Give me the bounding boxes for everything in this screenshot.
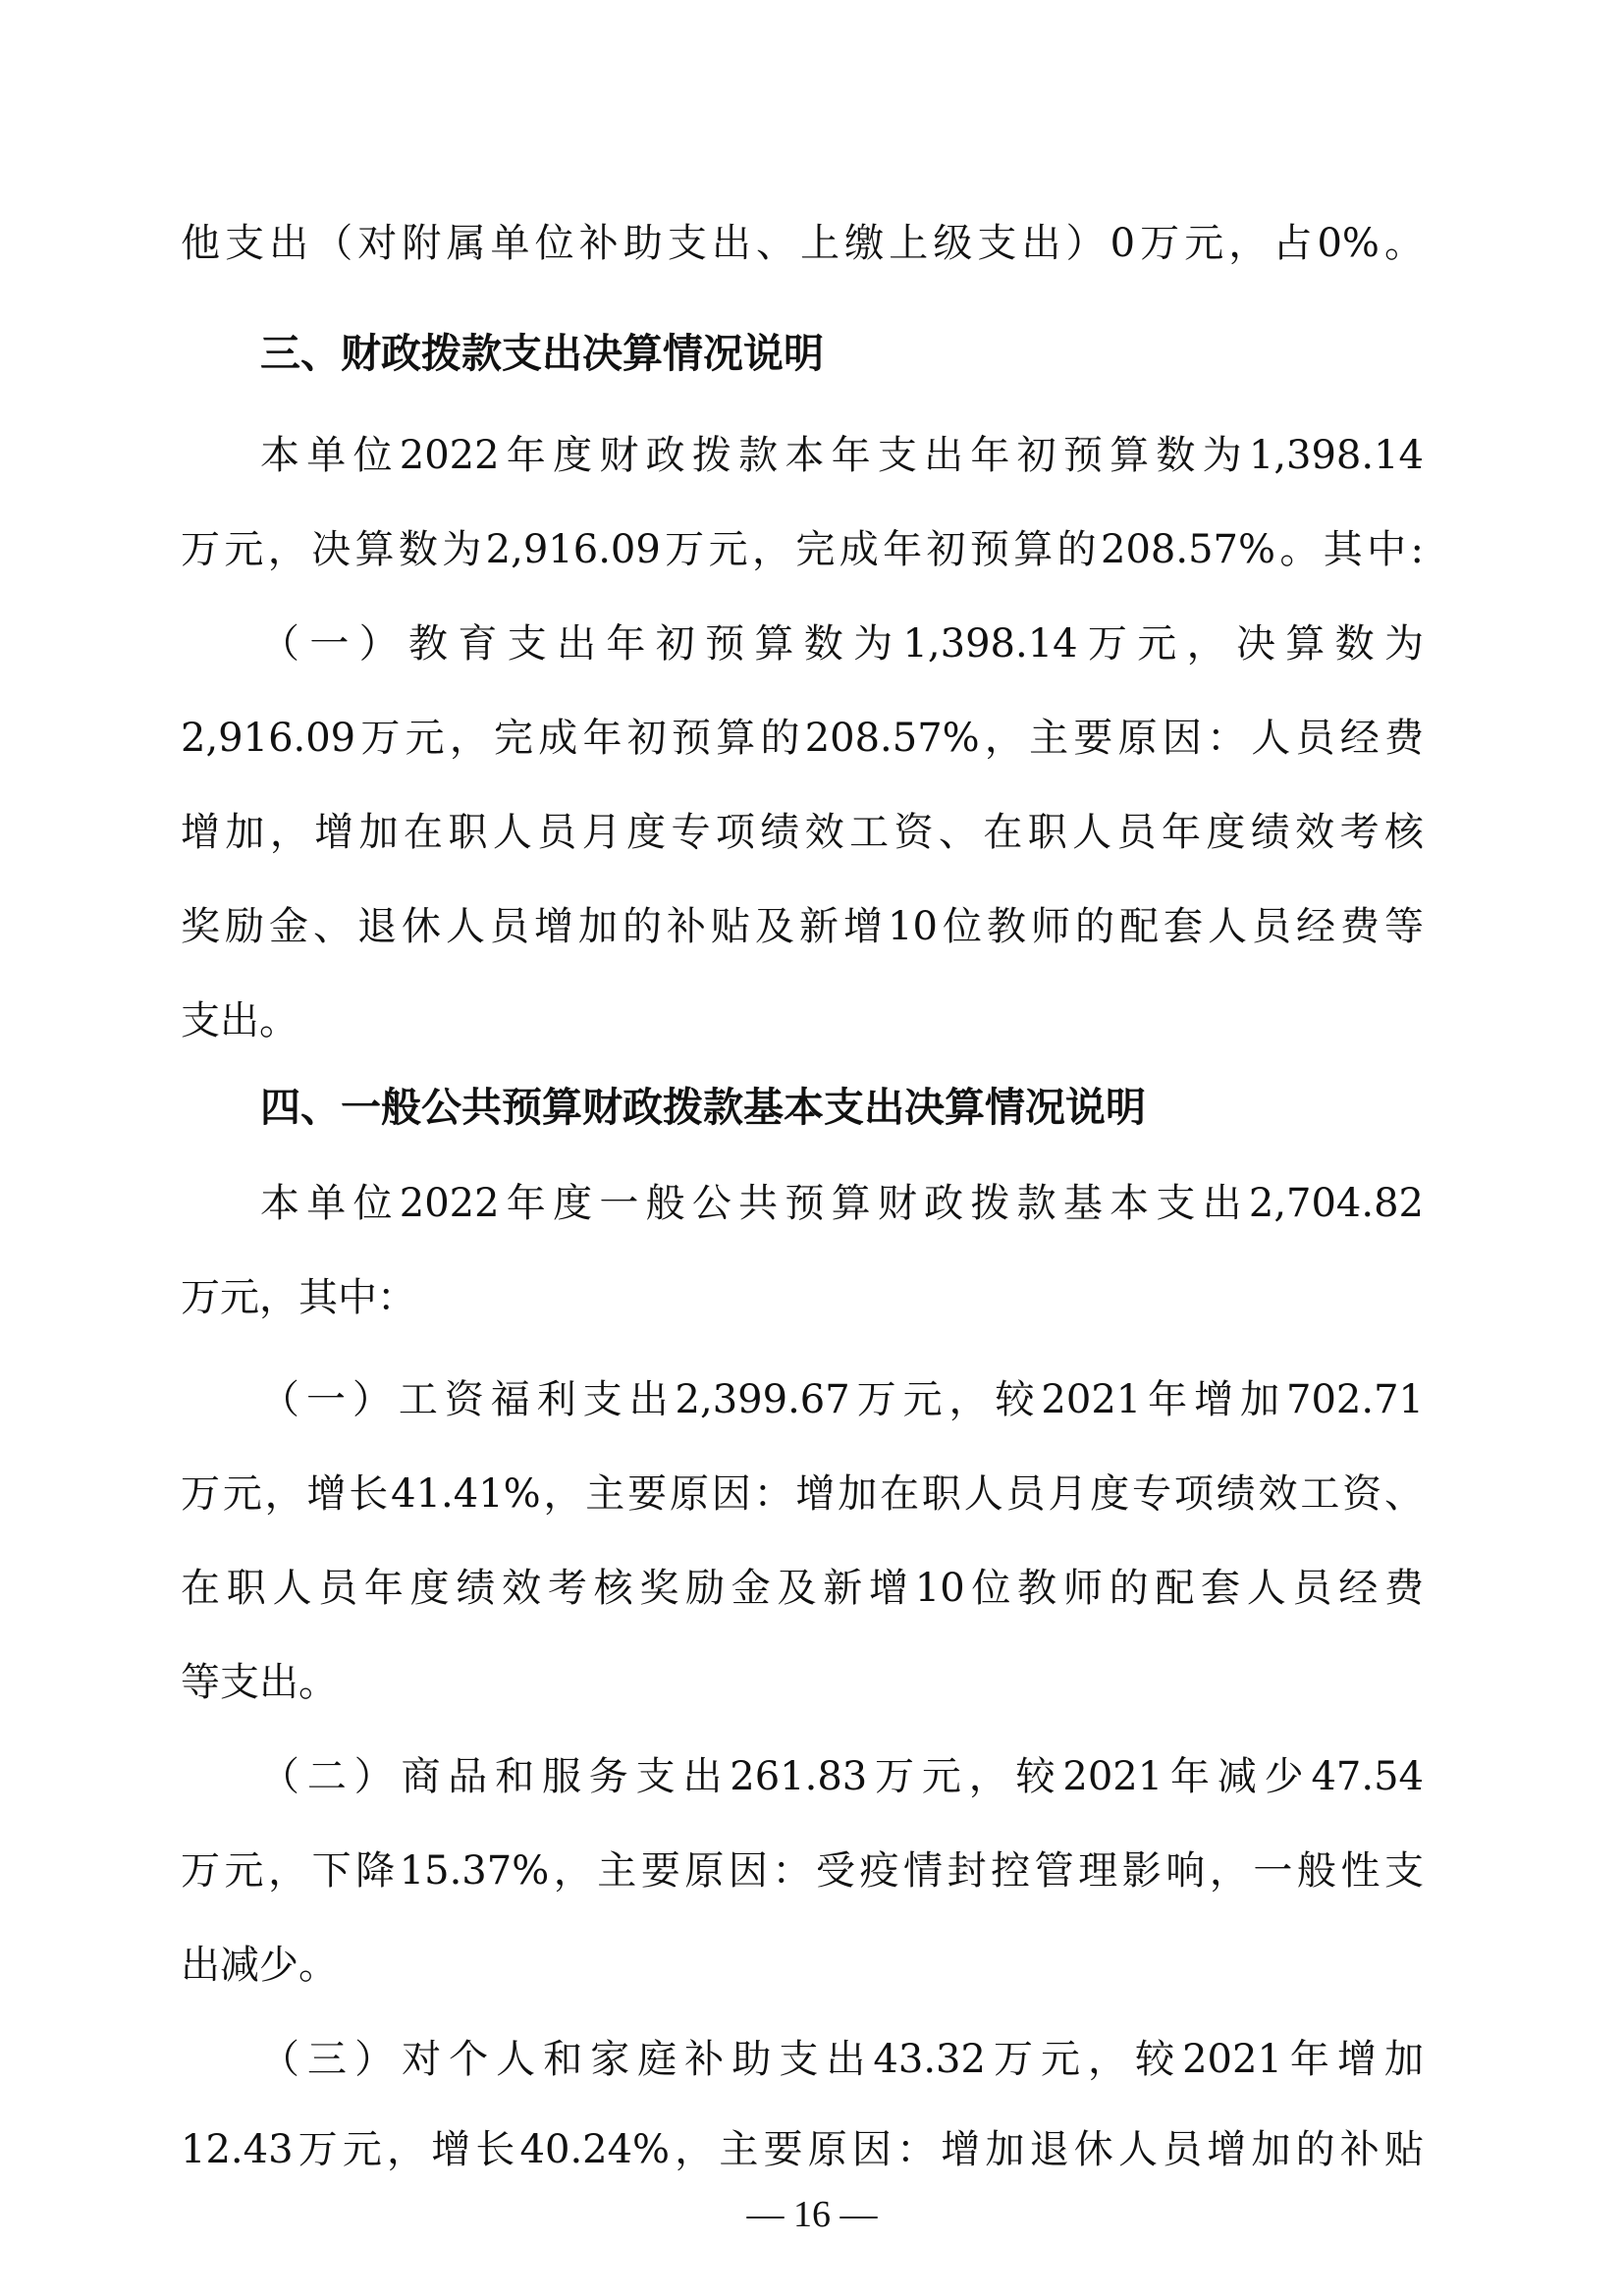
- text-line: 2,916.09万元，完成年初预算的208.57%，主要原因：人员经费: [181, 716, 1424, 761]
- text-line: （二）商品和服务支出261.83万元，较2021年减少47.54: [260, 1754, 1424, 1799]
- text-line-continuation: 他支出（对附属单位补助支出、上缴上级支出）0万元，占0%。: [181, 221, 1424, 266]
- text-line: （一）教育支出年初预算数为1,398.14万元，决算数为: [260, 621, 1424, 667]
- text-line: 本单位2022年度财政拨款本年支出年初预算数为1,398.14: [260, 433, 1424, 478]
- section-heading-3: 三、财政拨款支出决算情况说明: [260, 330, 824, 377]
- text-line: 万元，决算数为2,916.09万元，完成年初预算的208.57%。其中:: [181, 527, 1424, 572]
- text-line: 12.43万元，增长40.24%，主要原因：增加退休人员增加的补贴: [181, 2127, 1424, 2172]
- text-line: 在职人员年度绩效考核奖励金及新增10位教师的配套人员经费: [181, 1566, 1424, 1611]
- text-line: 万元，下降15.37%，主要原因：受疫情封控管理影响，一般性支: [181, 1848, 1424, 1894]
- text-line: 本单位2022年度一般公共预算财政拨款基本支出2,704.82: [260, 1181, 1424, 1226]
- section-heading-4: 四、一般公共预算财政拨款基本支出决算情况说明: [260, 1084, 1146, 1131]
- text-line: 万元，其中：: [181, 1275, 416, 1320]
- text-line: 万元，增长41.41%，主要原因：增加在职人员月度专项绩效工资、: [181, 1471, 1424, 1517]
- text-line: 出减少。: [181, 1943, 338, 1988]
- text-line: （三）对个人和家庭补助支出43.32万元，较2021年增加: [260, 2037, 1424, 2082]
- text-line: 等支出。: [181, 1660, 338, 1705]
- text-line: 增加，增加在职人员月度专项绩效工资、在职人员年度绩效考核: [181, 810, 1424, 855]
- text-line: （一）工资福利支出2,399.67万元，较2021年增加702.71: [260, 1377, 1424, 1422]
- text-line: 奖励金、退休人员增加的补贴及新增10位教师的配套人员经费等: [181, 904, 1424, 949]
- text-line: 支出。: [181, 998, 298, 1043]
- page-number: — 16 —: [746, 2194, 878, 2235]
